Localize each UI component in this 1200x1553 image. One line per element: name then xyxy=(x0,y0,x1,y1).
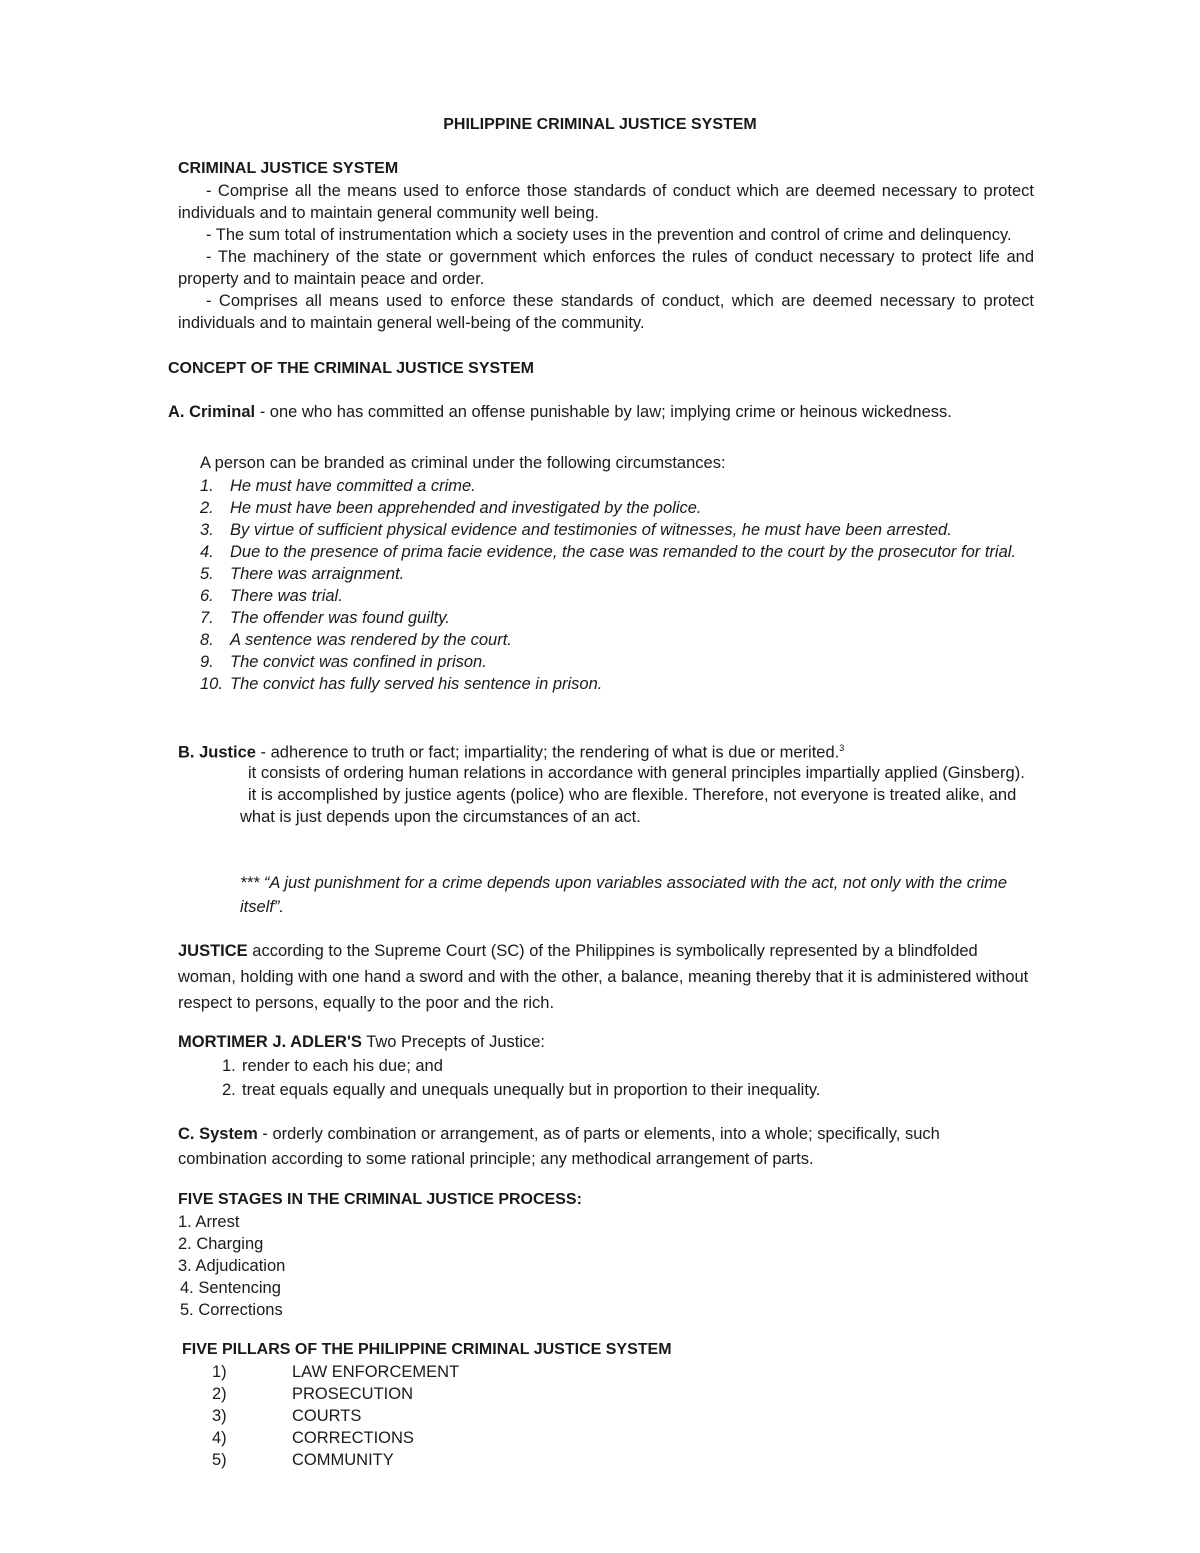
cjs-definitions xyxy=(178,180,1034,334)
system-text: - orderly combination or arrangement, as of parts or elements, into a whole; specifically, such combination according to some rational principle; any methodical arrangement of parts. xyxy=(178,1125,940,1168)
list-item: 2. treat equals equally and unequals unequally but in proportion to their inequality. xyxy=(222,1081,821,1099)
list-item: 4. Due to the presence of prima facie evidence, the case was remanded to the court by the prosecutor for trial. xyxy=(200,543,1017,561)
system-definition xyxy=(178,1122,1028,1172)
list-item: 1. He must have committed a crime. xyxy=(200,477,476,495)
list-item: 2) PROSECUTION xyxy=(212,1385,414,1403)
list-item: 7. The offender was found guilty. xyxy=(200,609,450,627)
concept-heading: CONCEPT OF THE CRIMINAL JUSTICE SYSTEM xyxy=(168,360,534,377)
criminal-circumstances-list xyxy=(200,475,1030,695)
criminal-intro: A person can be branded as criminal under the following circumstances: xyxy=(200,454,726,472)
list-item: 1) LAW ENFORCEMENT xyxy=(212,1363,460,1381)
criminal-definition xyxy=(168,400,968,425)
list-item: 8. A sentence was rendered by the court. xyxy=(200,631,512,649)
stages-heading: FIVE STAGES IN THE CRIMINAL JUSTICE PROCESS: xyxy=(178,1191,582,1208)
system-label: C. System xyxy=(178,1125,258,1143)
justice-label: B. Justice xyxy=(178,743,256,762)
stages-list xyxy=(178,1211,285,1321)
justice-point-2: it is accomplished by justice agents (police) who are flexible. Therefore, not everyone is treated alike, and what is just depends upon the circumstances of an act. xyxy=(240,786,1017,826)
list-item: 5) COMMUNITY xyxy=(212,1451,394,1469)
footnote-marker: 3 xyxy=(839,743,845,753)
list-item: 4) CORRECTIONS xyxy=(212,1429,414,1447)
justice-text: - adherence to truth or fact; impartiality; the rendering of what is due or merited. xyxy=(255,743,840,762)
list-item: 6. There was trial. xyxy=(200,587,343,605)
justice-sc-paragraph xyxy=(178,938,1038,1016)
justice-sc-text: according to the Supreme Court (SC) of the Philippines is symbolically represented by a blindfolded woman, holding with one hand a sword and with the other, a balance, meaning thereby that it is administered without respect to persons, equally to the poor and the rich. xyxy=(178,942,1029,1012)
list-item: 2. He must have been apprehended and investigated by the police. xyxy=(200,499,702,517)
criminal-label: A. Criminal xyxy=(168,403,256,421)
adler-heading xyxy=(178,1031,545,1053)
pillars-list xyxy=(212,1361,459,1471)
justice-sc-label: JUSTICE xyxy=(178,942,248,960)
cjs-definition-2: - The sum total of instrumentation which a society uses in the prevention and control of crime and delinquency. xyxy=(206,226,1012,244)
list-item: 5. Corrections xyxy=(180,1301,283,1319)
cjs-definition-4: - Comprises all means used to enforce these standards of conduct, which are deemed necessary to protect individuals and to maintain general well-being of the community. xyxy=(178,292,1034,332)
page-title: PHILIPPINE CRIMINAL JUSTICE SYSTEM xyxy=(443,116,757,133)
list-item: 9. The convict was confined in prison. xyxy=(200,653,487,671)
adler-precepts-list xyxy=(222,1055,942,1101)
cjs-heading: CRIMINAL JUSTICE SYSTEM xyxy=(178,160,399,177)
list-item: 3. By virtue of sufficient physical evidence and testimonies of witnesses, he must have been arrested. xyxy=(200,521,952,539)
list-item: 5. There was arraignment. xyxy=(200,565,405,583)
list-item: 10. The convict has fully served his sentence in prison. xyxy=(200,675,603,693)
pillars-heading: FIVE PILLARS OF THE PHILIPPINE CRIMINAL JUSTICE SYSTEM xyxy=(182,1341,672,1358)
list-item: 3. Adjudication xyxy=(178,1257,286,1275)
justice-definition xyxy=(178,737,1018,764)
justice-points xyxy=(240,762,1046,828)
list-item: 2. Charging xyxy=(178,1235,264,1253)
adler-text: Two Precepts of Justice: xyxy=(361,1033,546,1051)
adler-label: MORTIMER J. ADLER'S xyxy=(178,1033,362,1051)
list-item: 3) COURTS xyxy=(212,1407,362,1425)
cjs-definition-3: - The machinery of the state or government which enforces the rules of conduct necessary to protect life and property and to maintain peace and order. xyxy=(178,248,1034,288)
list-item: 4. Sentencing xyxy=(180,1279,281,1297)
list-item: 1. Arrest xyxy=(178,1213,240,1231)
list-item: 1. render to each his due; and xyxy=(222,1057,443,1075)
cjs-definition-1: - Comprise all the means used to enforce those standards of conduct which are deemed necessary to protect individuals and to maintain general community well being. xyxy=(178,182,1034,222)
justice-point-1: it consists of ordering human relations in accordance with general principles impartially applied (Ginsberg). xyxy=(248,764,1025,782)
criminal-text: - one who has committed an offense punishable by law; implying crime or heinous wickedness. xyxy=(255,403,952,421)
justice-quote: *** “A just punishment for a crime depends upon variables associated with the act, not only with the crime itself”. xyxy=(240,874,1008,916)
